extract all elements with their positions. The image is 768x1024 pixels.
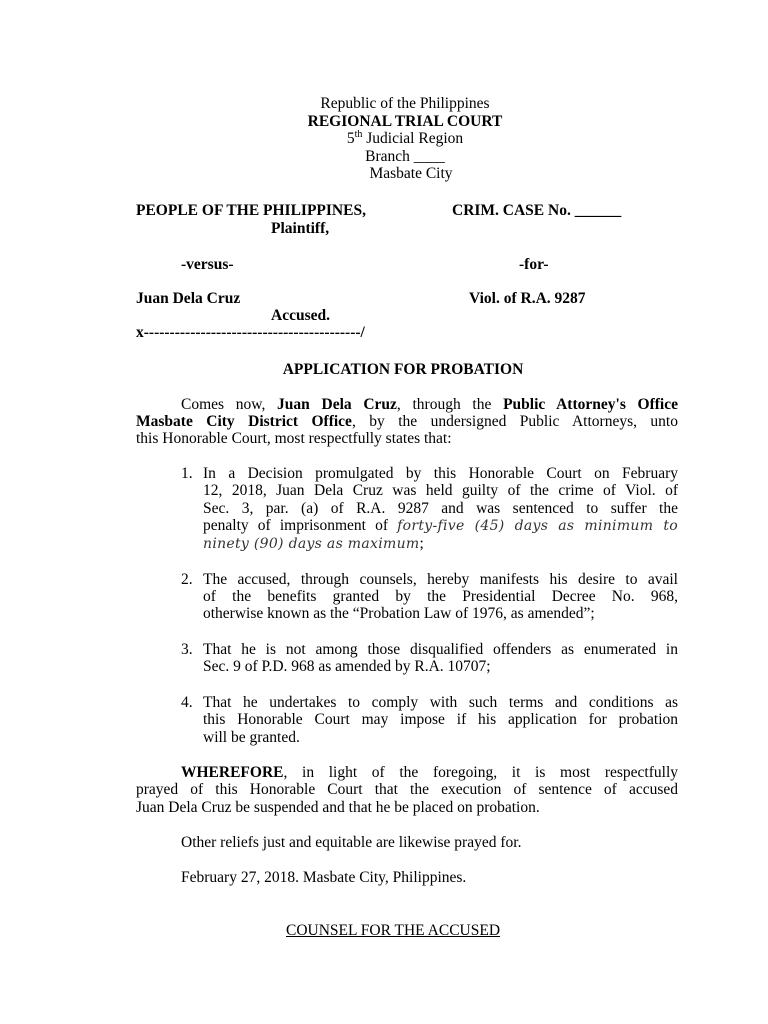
item-line: ninety (90) days as maximum; — [203, 535, 424, 552]
item-line: 12, 2018, Juan Dela Cruz was held guilty of the crime of Viol. of — [203, 482, 678, 499]
offense: Viol. of R.A. 9287 — [469, 290, 586, 307]
item-line: this Honorable Court may impose if his application for probation — [203, 711, 678, 728]
item-line: otherwise known as the “Probation Law of 1976, as amended”; — [203, 605, 595, 622]
versus-label: -versus- — [181, 256, 234, 273]
wherefore-line-1: WHEREFORE, in light of the foregoing, it is most respectfully — [181, 764, 678, 781]
item-line: That he is not among those disqualified offenders as enumerated in — [203, 641, 678, 658]
header-court: REGIONAL TRIAL COURT — [307, 113, 503, 130]
header-branch: Branch ____ — [365, 148, 445, 165]
header-city: Masbate City — [369, 165, 453, 182]
header-republic: Republic of the Philippines — [320, 95, 490, 112]
intro-line-3: this Honorable Court, most respectfully states that: — [136, 430, 452, 447]
item-number: 3. — [181, 641, 193, 658]
item-line: That he undertakes to comply with such terms and conditions as — [203, 694, 678, 711]
plaintiff-name: PEOPLE OF THE PHILIPPINES, — [136, 202, 366, 219]
plaintiff-role: Plaintiff, — [271, 220, 330, 237]
intro-line-2: Masbate City District Office, by the undersigned Public Attorneys, unto — [136, 413, 678, 430]
item-line: The accused, through counsels, hereby manifests his desire to avail — [203, 571, 678, 588]
counsel-heading: COUNSEL FOR THE ACCUSED — [286, 922, 501, 939]
wherefore-line-2: prayed of this Honorable Court that the execution of sentence of accused — [136, 781, 678, 798]
intro-line-1: Comes now, Juan Dela Cruz, through the Public Attorney's Office — [181, 396, 679, 413]
other-reliefs: Other reliefs just and equitable are likewise prayed for. — [181, 834, 522, 851]
for-label: -for- — [519, 256, 549, 273]
item-line: penalty of imprisonment of forty-five (45) days as minimum to — [203, 517, 678, 534]
item-number: 4. — [181, 694, 193, 711]
item-line: Sec. 3, par. (a) of R.A. 9287 and was sentenced to suffer the — [203, 500, 678, 517]
item-line: Sec. 9 of P.D. 968 as amended by R.A. 10707; — [203, 658, 491, 675]
item-line: In a Decision promulgated by this Honorable Court on February — [203, 465, 678, 482]
header-region: 5th Judicial Region — [346, 129, 464, 147]
item-line: of the benefits granted by the Presidential Decree No. 968, — [203, 588, 678, 605]
wherefore-line-3: Juan Dela Cruz be suspended and that he be placed on probation. — [136, 799, 540, 816]
item-line: will be granted. — [203, 729, 300, 746]
case-number: CRIM. CASE No. ______ — [452, 202, 622, 219]
caption-separator: x------------------------------------------/ — [136, 324, 365, 341]
accused-role: Accused. — [271, 307, 330, 324]
date-place: February 27, 2018. Masbate City, Philippines. — [181, 869, 467, 886]
item-number: 1. — [181, 465, 193, 482]
document-title: APPLICATION FOR PROBATION — [282, 361, 524, 378]
accused-name: Juan Dela Cruz — [136, 290, 241, 307]
item-number: 2. — [181, 571, 193, 588]
